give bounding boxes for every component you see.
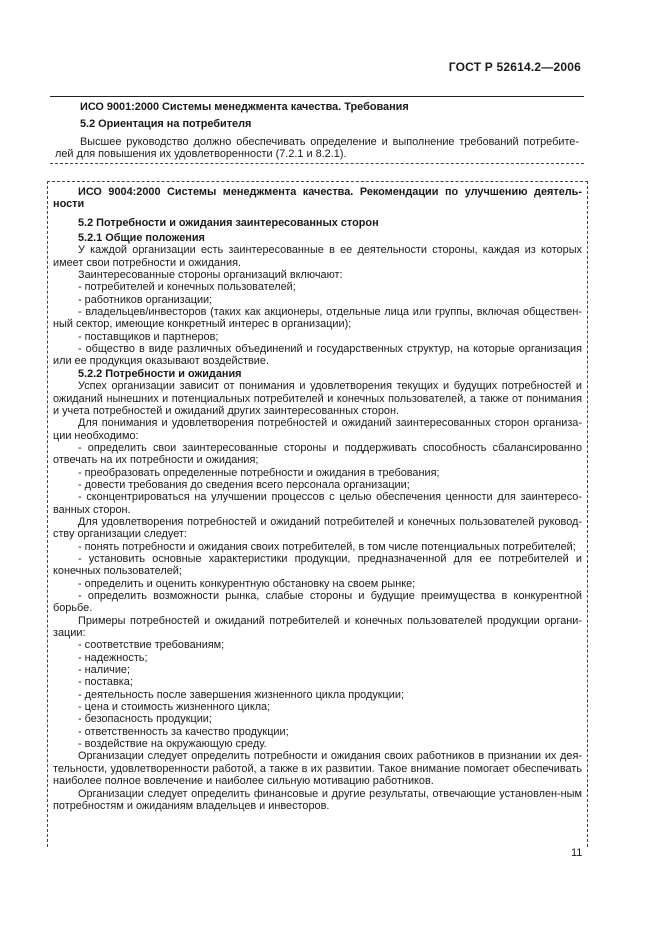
list-item: - поставка; (78, 676, 133, 689)
subsection-heading-5-2-1: 5.2.1 Общие положения (78, 232, 205, 245)
subsection-5-2-2-body (53, 380, 582, 812)
document-code: ГОСТ Р 52614.2—2006 (448, 60, 581, 74)
list-item: - понять потребности и ожидания своих потребителей, в том числе потенциальных потребителей; (78, 540, 576, 553)
paragraph: Организации следует определить финансовые и другие результаты, отвечающие установлен-ным потребностям и ожиданиям владельцев и инвесторов. (53, 787, 582, 812)
iso9001-title: ИСО 9001:2000 Системы менеджмента качества. Требования (80, 101, 409, 113)
list-item: - цена и стоимость жизненного цикла; (78, 701, 271, 714)
list-item: - потребителей и конечных пользователей; (78, 281, 296, 294)
paragraph: Заинтересованные стороны организаций включают: (78, 269, 343, 282)
paragraph: Организации следует определить потребности и ожидания своих работников в признании их дея-тельности, удовлетворенности работой, а также в их развитии. Такое внимание помогает обеспечивать наиболее полное вовлечение и наиболее сильную мотивацию работников. (53, 750, 582, 788)
list-item: - надежность; (78, 651, 148, 664)
paragraph: Для понимания и удовлетворения потребностей и ожиданий заинтересованных сторон организа-ции необходимо: (53, 417, 582, 442)
list-item: - работников организации; (78, 293, 213, 306)
list-item: - воздействие на окружающую среду. (78, 738, 267, 751)
paragraph: Для удовлетворения потребностей и ожиданий потребителей и конечных пользователей руковод-ству организации следует: (53, 515, 582, 541)
list-item: - установить основные характеристики продукции, предназначенной для ее потребителей и конечных пользователей; (53, 552, 582, 578)
list-item: - сконцентрироваться на улучшении процессов с целью обеспечения ценности для заинтересо-ванных сторон. (53, 491, 582, 516)
list-item: - поставщиков и партнеров; (78, 330, 219, 343)
iso9001-section-heading: 5.2 Ориентация на потребителя (80, 118, 252, 131)
list-item: - общество в виде различных объединений и государственных структур, на которые организация или ее продукция оказывают воздействие. (53, 343, 582, 368)
iso9004-title: ИСО 9004:2000 Системы менеджмента качества. Рекомендации по улучшению деятель-ности (53, 186, 582, 211)
list-item: - определить свои заинтересованные стороны и поддерживать способность сбалансированно отвечать на их потребности и ожидания; (53, 441, 582, 467)
page-number: 11 (571, 847, 583, 859)
subsection-5-2-1-body (53, 244, 582, 367)
subsection-heading-5-2-2: 5.2.2 Потребности и ожидания (78, 367, 242, 380)
list-item: - деятельность после завершения жизненного цикла продукции; (78, 688, 404, 701)
list-item: - довести требования до сведения всего персонала организации; (78, 478, 410, 491)
list-item: - ответственность за качество продукции; (78, 725, 289, 738)
iso9004-section-heading: 5.2 Потребности и ожидания заинтересованных сторон (78, 216, 379, 229)
paragraph: У каждой организации есть заинтересованные в ее деятельности стороны, каждая из которых имеет свои потребности и ожидания. (53, 244, 582, 269)
list-item: - преобразовать определенные потребности и ожидания в требования; (78, 466, 440, 479)
paragraph: Примеры потребностей и ожиданий потребителей и конечных пользователей продукции органи-зации: (53, 614, 582, 640)
list-item: - определить и оценить конкурентную обстановку на своем рынке; (78, 577, 416, 590)
list-item: - наличие; (78, 664, 131, 677)
paragraph: Успех организации зависит от понимания и удовлетворения текущих и будущих потребностей и ожиданий нынешних и потенциальных потребителей и конечных пользователей, а также от понимания и учета потребностей и ожиданий других заинтересованных сторон. (53, 380, 582, 417)
dashed-divider (50, 163, 584, 164)
list-item: - соответствие требованиям; (78, 639, 225, 652)
iso9004-excerpt-box (47, 181, 588, 847)
list-item: - определить возможности рынка, слабые стороны и будущие преимущества в конкурентной борьбе. (53, 590, 582, 615)
list-item: - владельцев/инвесторов (таких как акционеры, отдельные лица или группы, включая обществен-ный сектор, имеющие конкретный интерес в организации); (53, 306, 582, 331)
iso9001-paragraph: Высшее руководство должно обеспечивать определение и выполнение требований потребите-лей для повышения их удовлетворенности (7.2.1 и 8.2.1). (55, 135, 579, 161)
list-item: - безопасность продукции; (78, 713, 212, 726)
iso9001-excerpt-box (50, 96, 584, 164)
